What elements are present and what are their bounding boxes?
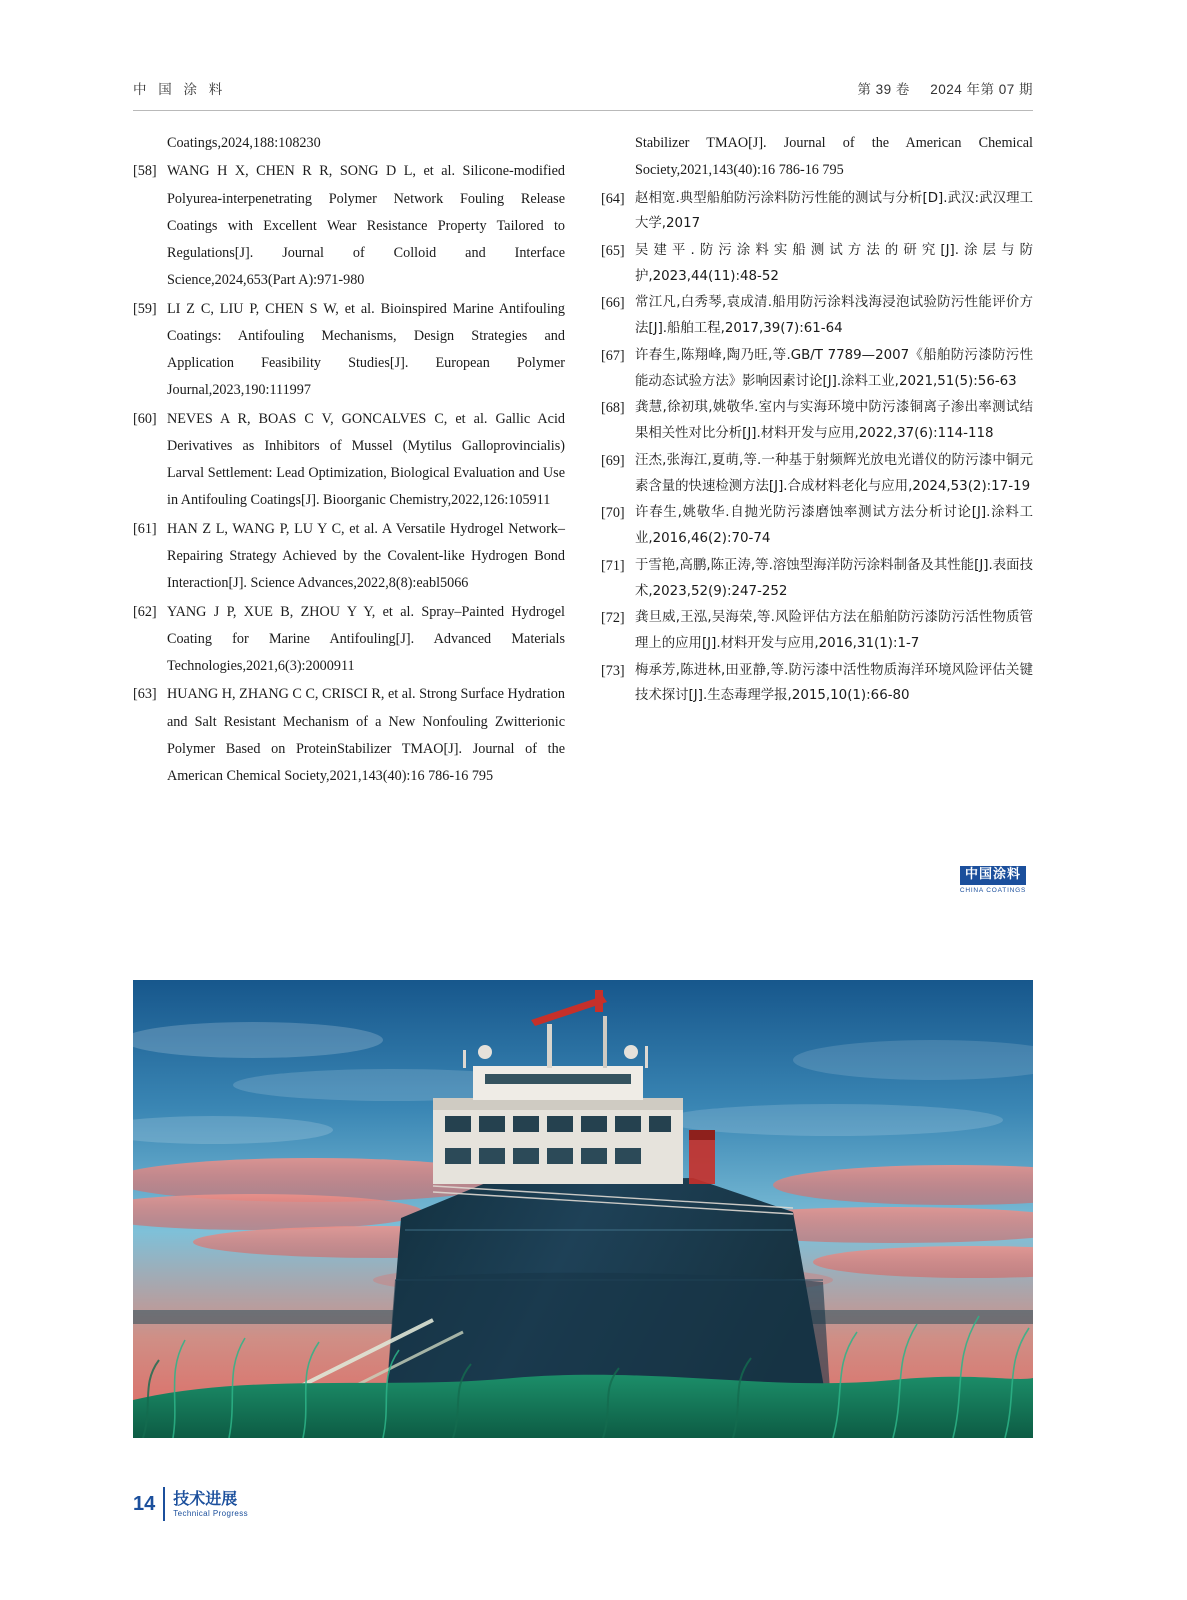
reference-item <box>601 395 1033 446</box>
reference-item <box>601 186 1033 237</box>
reference-item <box>133 406 565 515</box>
china-coatings-logo <box>953 865 1033 894</box>
left-column <box>133 130 565 791</box>
reference-item <box>601 658 1033 709</box>
logo-en-label: CHINA COATINGS <box>959 887 1027 895</box>
reference-text: 于雪艳,高鹏,陈正涛,等.溶蚀型海洋防污涂料制备及其性能[J].表面技术,2023,52(9):247-252 <box>635 557 1033 599</box>
reference-text: Stabilizer TMAO[J]. Journal of the American Chemical Society,2021,143(40):16 786-16 795 <box>635 135 1033 179</box>
reference-number: [72] <box>601 610 625 627</box>
reference-number: [59] <box>133 300 157 317</box>
ship-photo-illustration <box>133 980 1033 1438</box>
reference-number: [70] <box>601 505 625 522</box>
ship-photo <box>133 980 1033 1438</box>
reference-item <box>133 599 565 681</box>
reference-item <box>601 448 1033 499</box>
reference-item <box>601 605 1033 656</box>
footer-section-en: Technical Progress <box>173 1508 249 1518</box>
issue-label: 2024 年第 07 期 <box>930 82 1033 97</box>
page-footer <box>133 1487 248 1521</box>
reference-item <box>601 553 1033 604</box>
page-number: 14 <box>133 1492 156 1515</box>
reference-text: 龚慧,徐初琪,姚敬华.室内与实海环境中防污漆铜离子渗出率测试结果相关性对比分析[J].材料开发与应用,2022,37(6):114-118 <box>635 400 1033 442</box>
reference-number <box>133 130 167 157</box>
reference-item <box>133 681 565 790</box>
logo-cn-label: 中国涂料 <box>964 867 1021 882</box>
reference-number <box>601 130 635 185</box>
right-column <box>601 130 1033 895</box>
reference-columns <box>133 130 1033 895</box>
reference-item <box>133 516 565 598</box>
reference-text: 许春生,陈翔峰,陶乃旺,等.GB/T 7789—2007《船舶防污漆防污性能动态试验方法》影响因素讨论[J].涂料工业,2021,51(5):56-63 <box>635 347 1033 389</box>
reference-item <box>133 158 565 294</box>
reference-number: [73] <box>601 662 625 679</box>
journal-name: 中 国 涂 料 <box>133 82 227 97</box>
reference-text: 汪杰,张海江,夏萌,等.一种基于射频辉光放电光谱仪的防污漆中铜元素含量的快速检测方法[J].合成材料老化与应用,2024,53(2):17-19 <box>635 452 1033 494</box>
reference-item <box>133 296 565 405</box>
reference-text: LI Z C, LIU P, CHEN S W, et al. Bioinspired Marine Antifouling Coatings: Antifouling Mechanisms, Design Strategies and Application Feasibility Studies[J]. European Polymer Journal,2023,190:111997 <box>167 300 565 399</box>
reference-item <box>601 238 1033 289</box>
reference-item <box>601 290 1033 341</box>
reference-number: [61] <box>133 520 157 537</box>
reference-text: WANG H X, CHEN R R, SONG D L, et al. Silicone-modified Polyurea-interpenetrating Polymer Network Fouling Release Coatings with Excellent Wear Resistance Property Tailored to Regulations[J]. Journal of Colloid and Interface Science,2024,653(Part A):971-980 <box>167 163 565 289</box>
reference-text: 赵相宽.典型船舶防污涂料防污性能的测试与分析[D].武汉:武汉理工大学,2017 <box>635 190 1033 232</box>
footer-section <box>173 1490 248 1517</box>
reference-text: 许春生,姚敬华.自抛光防污漆磨蚀率测试方法分析讨论[J].涂料工业,2016,46(2):70-74 <box>635 505 1033 547</box>
logo-cn-text <box>960 866 1026 885</box>
page-header <box>133 78 1033 111</box>
issue-info <box>857 78 1033 98</box>
reference-number: [65] <box>601 243 625 259</box>
reference-text: NEVES A R, BOAS C V, GONCALVES C, et al. Gallic Acid Derivatives as Inhibitors of Mussel (Mytilus Galloprovincialis) Larval Settlement: Lead Optimization, Biological Evaluation and Use in Antifouling Coatings[J]. Bioorganic Chemistry,2022,126:105911 <box>167 410 565 509</box>
footer-divider <box>163 1487 165 1521</box>
reference-text: YANG J P, XUE B, ZHOU Y Y, et al. Spray–Painted Hydrogel Coating for Marine Antifouling[J]. Advanced Materials Technologies,2021,6(3):2000911 <box>167 603 565 675</box>
volume-label: 第 39 卷 <box>857 82 910 97</box>
reference-text: 龚旦威,王泓,吴海荣,等.风险评估方法在船舶防污漆防污活性物质管理上的应用[J].材料开发与应用,2016,31(1):1-7 <box>635 610 1033 652</box>
reference-item <box>601 343 1033 394</box>
reference-number: [68] <box>601 400 625 417</box>
reference-number: [58] <box>133 163 157 180</box>
reference-number: [67] <box>601 347 625 364</box>
footer-section-cn: 技术进展 <box>173 1489 238 1509</box>
reference-text: 梅承芳,陈进林,田亚静,等.防污漆中活性物质海洋环境风险评估关键技术探讨[J].生态毒理学报,2015,10(1):66-80 <box>635 662 1033 704</box>
reference-number: [66] <box>601 295 625 312</box>
reference-text: 常江凡,白秀琴,袁成清.船用防污涂料浅海浸泡试验防污性能评价方法[J].船舶工程,2017,39(7):61-64 <box>635 295 1033 337</box>
reference-number: [69] <box>601 452 625 469</box>
reference-text: HAN Z L, WANG P, LU Y C, et al. A Versatile Hydrogel Network–Repairing Strategy Achieved by the Covalent-like Hydrogen Bond Interaction[J]. Science Advances,2022,8(8):eabl5066 <box>167 520 565 592</box>
reference-text: Coatings,2024,188:108230 <box>167 135 321 151</box>
reference-number: [64] <box>601 190 625 207</box>
reference-number: [60] <box>133 410 157 427</box>
reference-item <box>601 130 1033 185</box>
reference-text: HUANG H, ZHANG C C, CRISCI R, et al. Strong Surface Hydration and Salt Resistant Mechanism of a New Nonfouling Zwitterionic Polymer Based on ProteinStabilizer TMAO[J]. Journal of the American Chemical Society,2021,143(40):16 786-16 795 <box>167 686 565 785</box>
reference-item <box>601 500 1033 551</box>
reference-number: [62] <box>133 603 157 620</box>
reference-text: 吴建平.防污涂料实船测试方法的研究[J].涂层与防护,2023,44(11):48-52 <box>635 243 1033 284</box>
reference-item <box>133 130 565 157</box>
reference-number: [71] <box>601 557 625 574</box>
reference-number: [63] <box>133 686 157 703</box>
